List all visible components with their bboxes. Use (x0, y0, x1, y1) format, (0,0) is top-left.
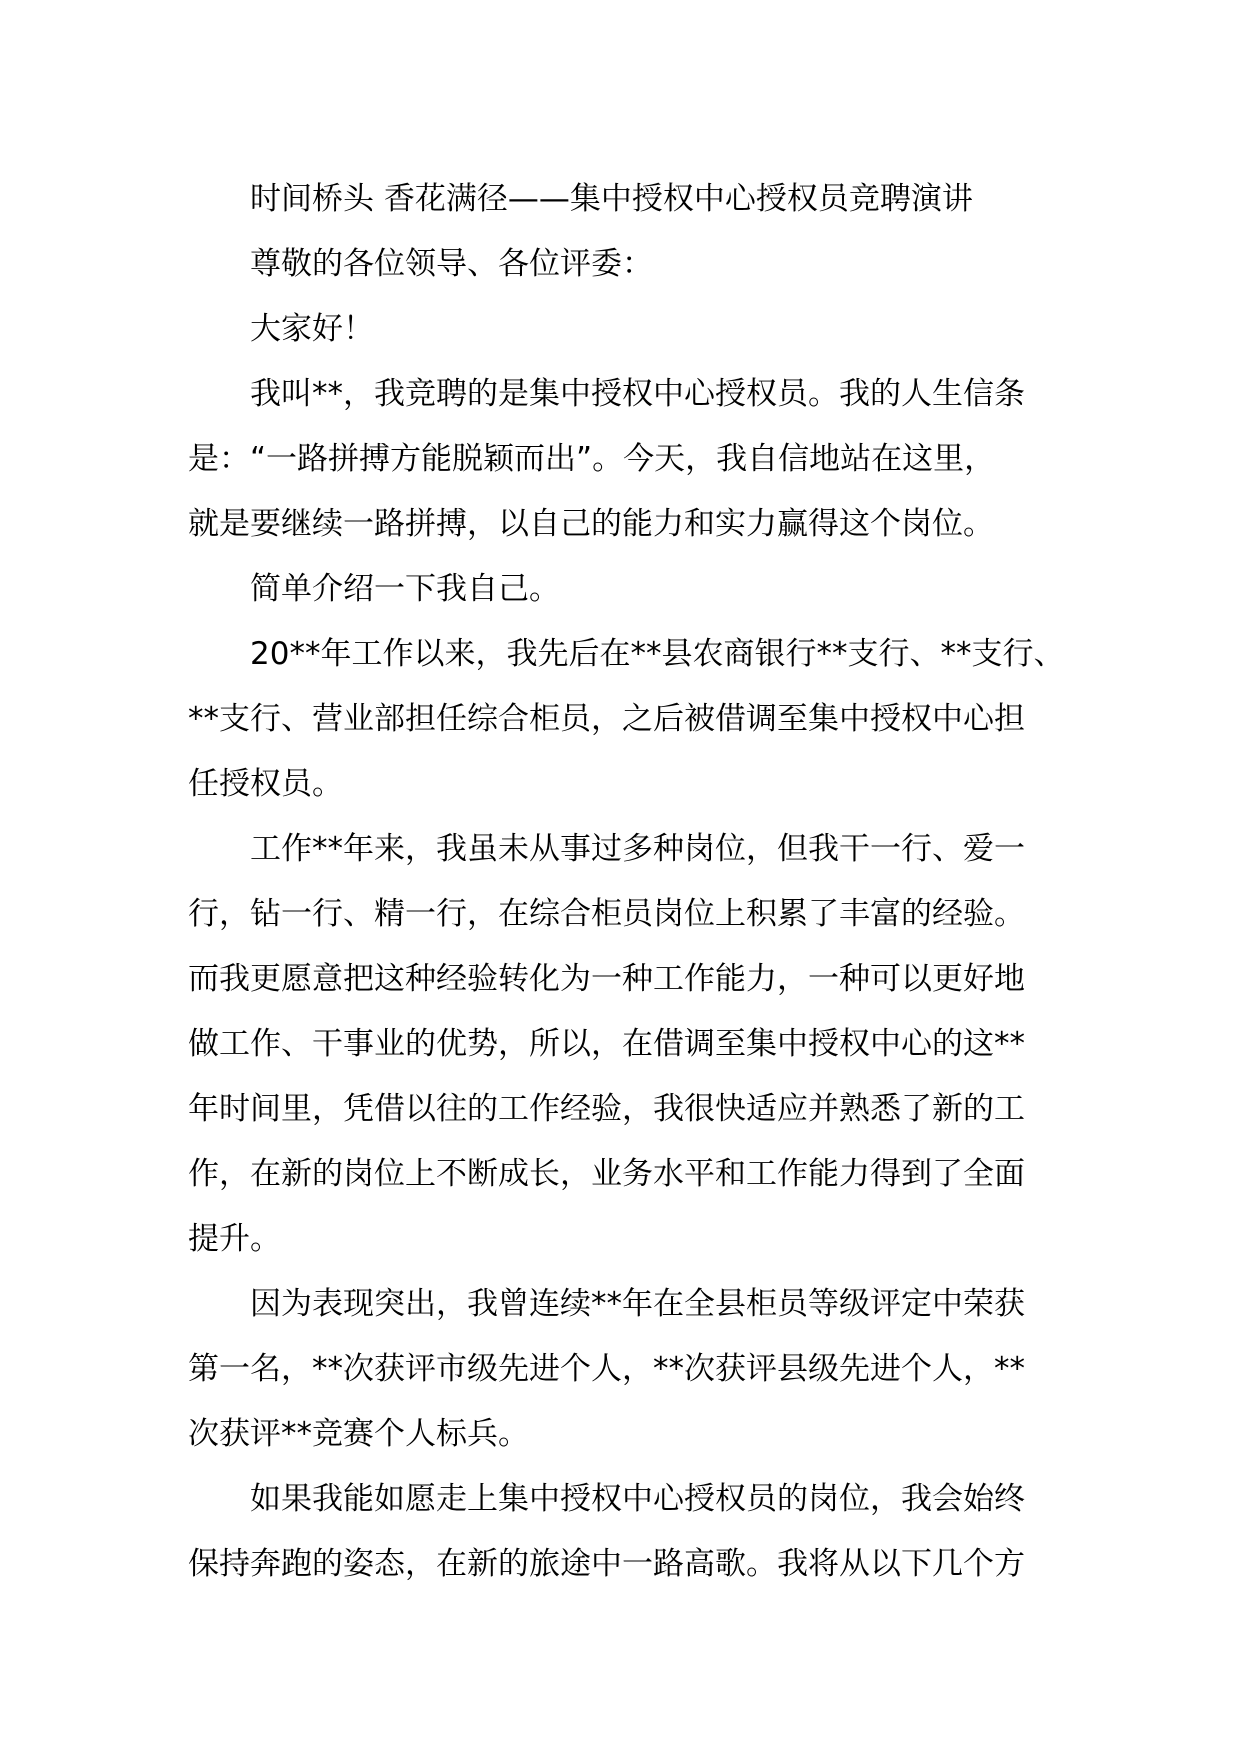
text-line: 20**年工作以来，我先后在**县农商银行**支行、**支行、 (250, 636, 1065, 672)
text-line: 而我更愿意把这种经验转化为一种工作能力，一种可以更好地 (188, 961, 1025, 997)
text-line: 简单介绍一下我自己。 (250, 571, 560, 607)
text-line: 如果我能如愿走上集中授权中心授权员的岗位，我会始终 (250, 1481, 1025, 1517)
text-line: 作，在新的岗位上不断成长，业务水平和工作能力得到了全面 (188, 1156, 1025, 1192)
text-line: 因为表现突出，我曾连续**年在全县柜员等级评定中荣获 (250, 1286, 1025, 1322)
text-line: 保持奔跑的姿态，在新的旅途中一路高歌。我将从以下几个方 (188, 1546, 1025, 1582)
text-line: 年时间里，凭借以往的工作经验，我很快适应并熟悉了新的工 (188, 1091, 1025, 1127)
text-line: 我叫**，我竞聘的是集中授权中心授权员。我的人生信条 (250, 376, 1025, 412)
text-line: 就是要继续一路拼搏，以自己的能力和实力赢得这个岗位。 (188, 506, 994, 542)
text-line: 做工作、干事业的优势，所以，在借调至集中授权中心的这** (188, 1026, 1025, 1062)
text-line: 任授权员。 (188, 766, 343, 802)
text-line: **支行、营业部担任综合柜员，之后被借调至集中授权中心担 (188, 701, 1025, 737)
text-line: 是：“一路拼搏方能脱颖而出”。今天，我自信地站在这里， (188, 441, 996, 477)
text-line: 尊敬的各位领导、各位评委： (250, 246, 653, 282)
text-line: 工作**年来，我虽未从事过多种岗位，但我干一行、爱一 (250, 831, 1025, 867)
text-line: 提升。 (188, 1221, 281, 1257)
text-line: 行，钻一行、精一行，在综合柜员岗位上积累了丰富的经验。 (188, 896, 1025, 932)
text-line: 次获评**竞赛个人标兵。 (188, 1416, 529, 1452)
document-body (188, 167, 1068, 1597)
text-line: 第一名，**次获评市级先进个人，**次获评县级先进个人，** (188, 1351, 1025, 1387)
document-title-line: 时间桥头 香花满径——集中授权中心授权员竞聘演讲 (250, 181, 973, 217)
text-line: 大家好！ (250, 311, 374, 347)
